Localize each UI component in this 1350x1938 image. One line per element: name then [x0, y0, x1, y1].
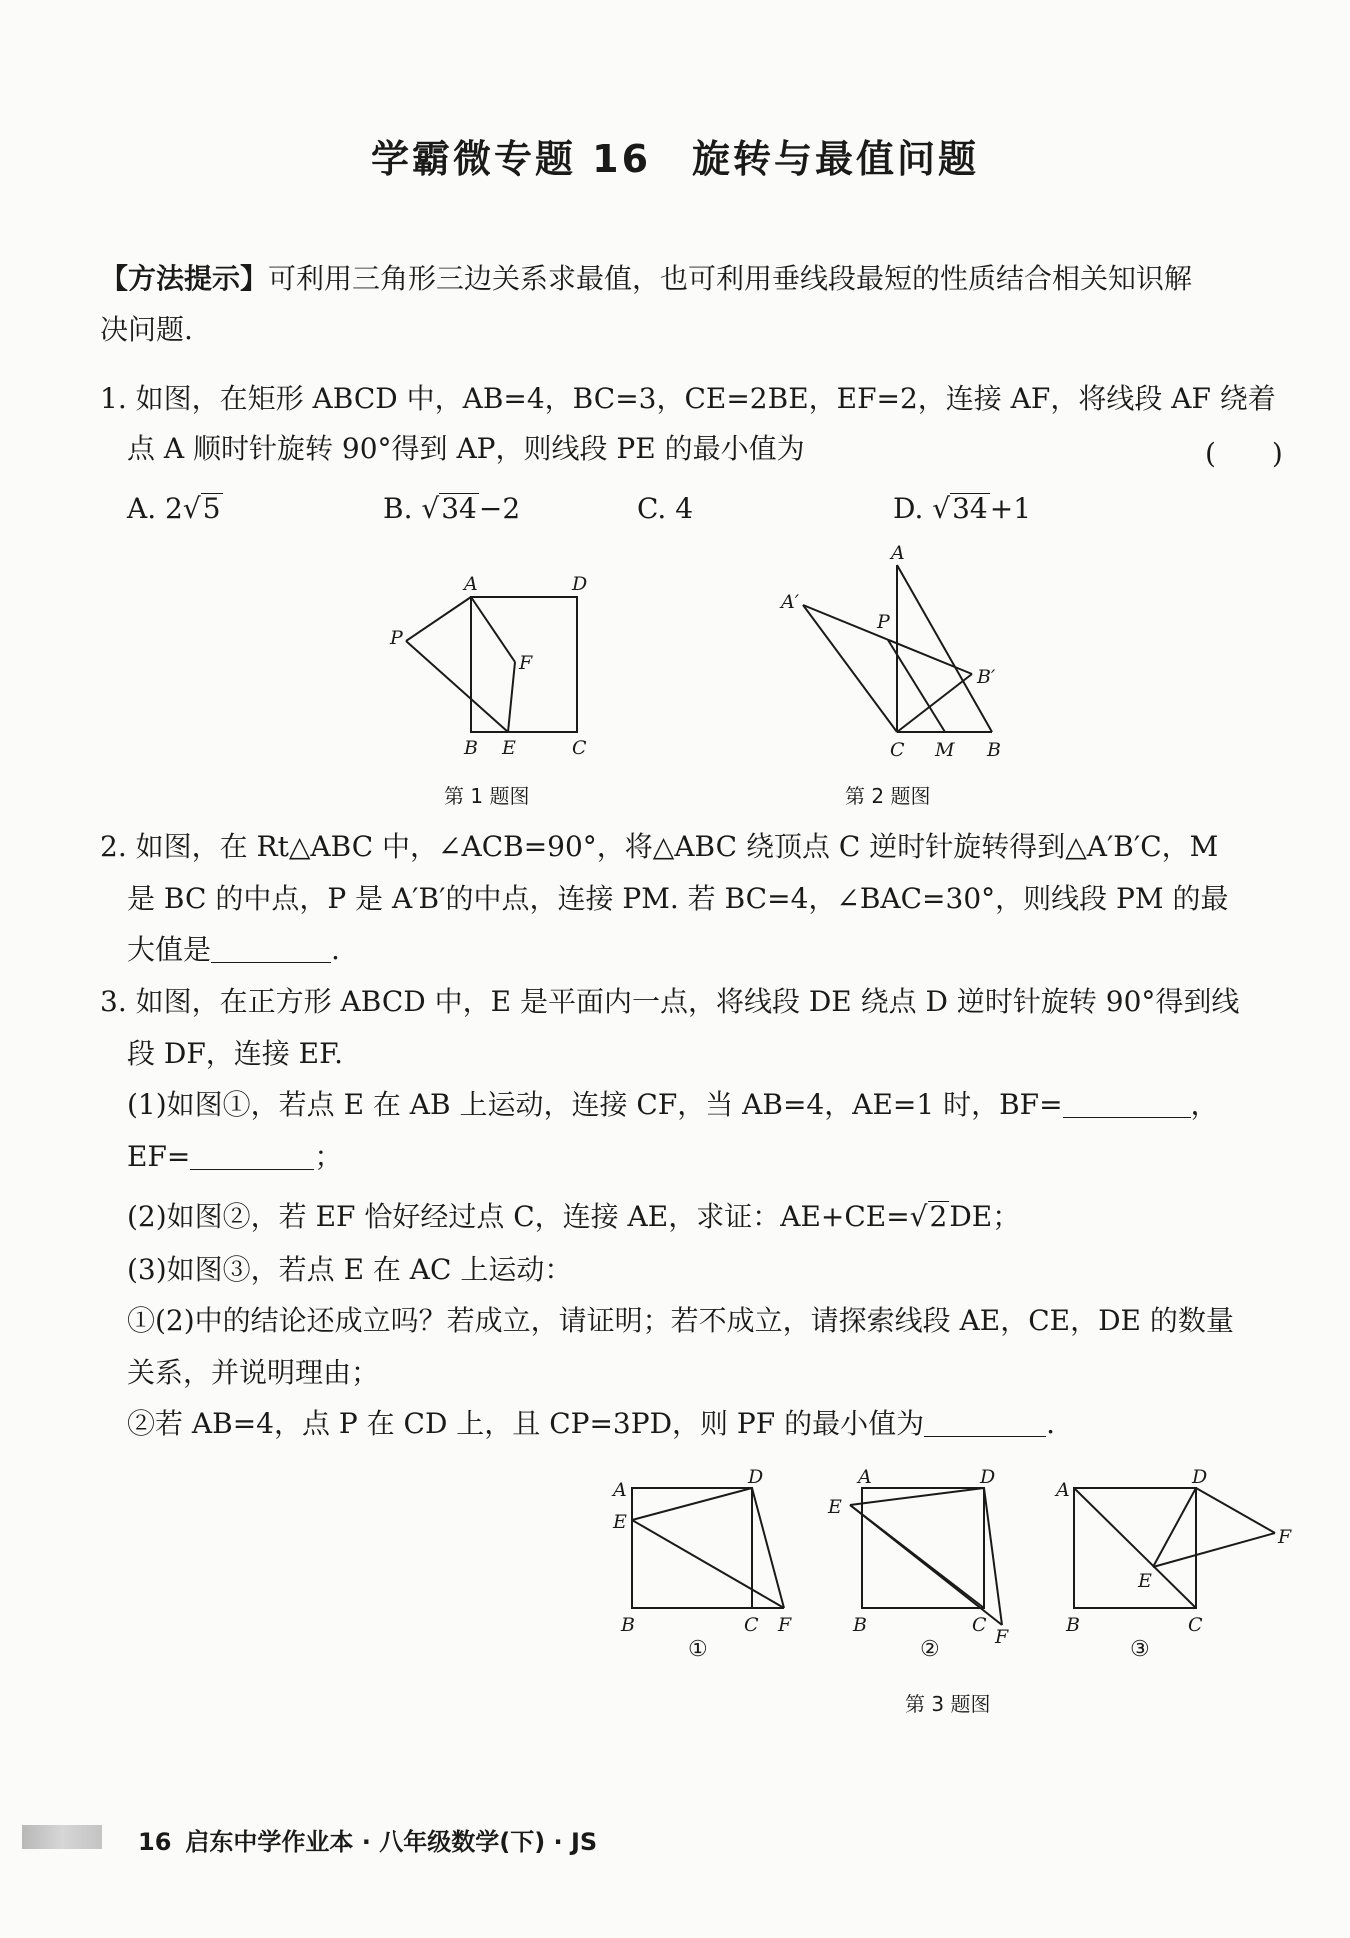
fig3-3-label-e: E [1138, 1570, 1152, 1592]
fig3-2-label-d: D [980, 1466, 996, 1488]
fig1-label-c: C [572, 737, 587, 759]
fig2-label-b: B [987, 739, 1001, 761]
fig2-label-a: A [891, 542, 905, 564]
q2-line-1: 2. 如图，在 Rt△ABC 中，∠ACB=90°，将△ABC 绕顶点 C 逆时针旋转得到△A′B′C，M [100, 830, 1219, 863]
q3-pf-blank [924, 1410, 1046, 1437]
q2-line-2: 是 BC 的中点，P 是 A′B′的中点，连接 PM. 若 BC=4，∠BAC=30°，则线段 PM 的最 [127, 882, 1229, 915]
fig3-1-number: ① [688, 1637, 708, 1662]
page-number: 16 [138, 1828, 172, 1856]
fig3-1-label-d: D [748, 1466, 764, 1488]
fig3-1-label-b: B [621, 1614, 635, 1636]
fig1-caption: 第 1 题图 [444, 784, 530, 808]
fig1-label-b: B [464, 737, 478, 759]
q3-part3: (3)如图③，若点 E 在 AC 上运动： [127, 1253, 573, 1286]
fig1-label-a: A [464, 573, 478, 595]
fig2-label-p: P [877, 611, 890, 633]
fig3-1-label-e: E [613, 1511, 627, 1533]
book-title: 启东中学作业本 · 八年级数学(下) · JS [185, 1828, 598, 1856]
q1-option-d: D. √34+1 [893, 492, 1032, 525]
fig3-1-label-a: A [613, 1479, 627, 1501]
q3-part1-line-1: (1)如图①，若点 E 在 AB 上运动，连接 CF，当 AB=4，AE=1 时，BF= ， [127, 1088, 1219, 1121]
fig2-label-b-prime: B′ [977, 666, 996, 688]
fig2-label-c: C [890, 739, 905, 761]
q1-line-2: 点 A 顺时针旋转 90°得到 AP，则线段 PE 的最小值为 [127, 432, 805, 465]
fig3-2-label-b: B [853, 1614, 867, 1636]
fig3-1-label-c: C [744, 1614, 759, 1636]
q3-line-1: 3. 如图，在正方形 ABCD 中，E 是平面内一点，将线段 DE 绕点 D 逆时针旋转 90°得到线 [100, 985, 1240, 1018]
q3-part3-i-line-1: ①(2)中的结论还成立吗？若成立，请证明；若不成立，请探索线段 AE，CE，DE 的数量 [127, 1304, 1234, 1337]
q1-option-a: A. 2√5 [127, 492, 221, 525]
fig1-label-e: E [502, 737, 516, 759]
fig3-3-label-c: C [1188, 1614, 1203, 1636]
page-title: 学霸微专题 16 旋转与最值问题 [370, 137, 980, 181]
fig3-2-label-e: E [828, 1496, 842, 1518]
figure-1 [380, 560, 610, 760]
q3-part3-ii: ②若 AB=4，点 P 在 CD 上，且 CP=3PD，则 PF 的最小值为 . [127, 1407, 1055, 1440]
method-hint-line-1 [100, 262, 1192, 296]
q3-line-2: 段 DF，连接 EF. [127, 1037, 344, 1070]
fig3-3-label-d: D [1192, 1466, 1208, 1488]
fig3-2-label-f: F [995, 1626, 1009, 1648]
q1-answer-paren: ( ) [1205, 437, 1283, 470]
fig2-label-m: M [935, 739, 955, 761]
fig3-3-label-b: B [1066, 1614, 1080, 1636]
fig1-label-p: P [390, 627, 403, 649]
fig1-label-d: D [572, 573, 588, 595]
q3-ef-blank [190, 1143, 314, 1170]
fig3-2-number: ② [920, 1637, 940, 1662]
q2-line-3: 大值是 . [127, 933, 340, 966]
method-hint-line-2: 决问题. [100, 313, 193, 346]
fig3-3-label-a: A [1056, 1479, 1070, 1501]
q1-option-c: C. 4 [637, 492, 694, 525]
q1-option-b: B. √34−2 [383, 492, 521, 525]
q3-part1-line-2: EF= ； [127, 1140, 343, 1173]
q2-answer-blank [211, 936, 331, 963]
fig3-2-label-a: A [858, 1466, 872, 1488]
fig2-caption: 第 2 题图 [845, 784, 931, 808]
fig3-3-number: ③ [1130, 1637, 1150, 1662]
fig1-label-f: F [519, 652, 533, 674]
fig3-caption: 第 3 题图 [905, 1692, 991, 1716]
fig3-1-label-f: F [778, 1614, 792, 1636]
figure-3 [605, 1460, 1305, 1665]
q1-line-1: 1. 如图，在矩形 ABCD 中，AB=4，BC=3，CE=2BE，EF=2，连接 AF，将线段 AF 绕着 [100, 382, 1276, 415]
fig3-2-label-c: C [972, 1614, 987, 1636]
footer [138, 1822, 611, 1857]
q3-part3-i-line-2: 关系，并说明理由； [127, 1356, 380, 1389]
method-hint-text-1: 可利用三角形三边关系求最值，也可利用垂线段最短的性质结合相关知识解 [268, 262, 1193, 295]
method-hint-label: 【方法提示】 [100, 262, 269, 295]
figure-2 [770, 540, 1020, 765]
fig3-3-label-f: F [1278, 1526, 1292, 1548]
q3-part2: (2)如图②，若 EF 恰好经过点 C，连接 AE，求证：AE+CE=√2DE； [127, 1200, 1021, 1233]
fig2-label-a-prime: A′ [781, 591, 800, 613]
footer-bar [22, 1825, 102, 1849]
q3-bf-blank [1063, 1091, 1191, 1118]
